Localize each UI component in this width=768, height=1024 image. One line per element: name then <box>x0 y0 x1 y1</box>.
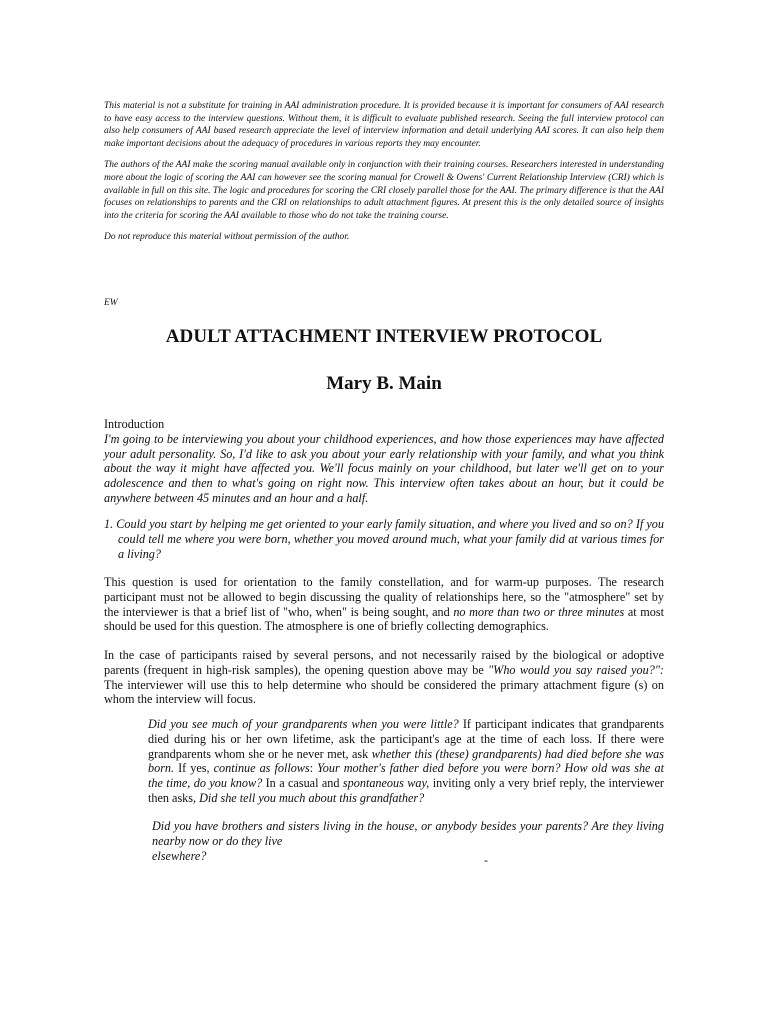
question-1 <box>104 517 664 561</box>
introduction-heading: Introduction <box>104 417 165 431</box>
siblings-question: Did you have brothers and sisters living in the house, or anybody besides your parents? Are they living nearby now or do they live <box>152 819 664 848</box>
caregivers-text-c: The interviewer will use this to help determine who should be considered the primary attachment figure (s) on whom the interview will focus. <box>104 677 664 707</box>
caregivers-text-a: In the case of participants raised by several persons, and not necessarily raised by the biological or adoptive parents (frequent in high-risk samples), the opening question above may be <box>104 648 664 677</box>
orientation-text-a: This question is used for orientation to the family constellation, and for warm-up purposes. The research participant must not be allowed to begin discussing the quality of relationships here, so the "atmosphere" set by the interviewer is that a brief list of "who, when" is being sought, and <box>104 575 664 619</box>
orientation-text-c: at most should be used for this question. The atmosphere is one of briefly collecting demographics. <box>104 604 664 634</box>
grandparents-text-1: If participant indicates that grandparents died during his or her own lifetime, ask the participant's age at the time of each loss. If there were grandparents whom she or he never met, ask <box>148 717 664 761</box>
introduction-section <box>104 417 664 506</box>
grandparents-question-3: Your mother's father died before you were born? How old was she at the time, do you know? <box>148 761 664 791</box>
grandparents-text-6: spontaneous way, <box>342 776 430 791</box>
caregivers-paragraph <box>104 648 664 707</box>
orientation-text-emphasis: no more than two or three minutes <box>453 604 625 619</box>
question-1-text: 1. Could you start by helping me get oriented to your early family situation, and where you lived and so on? If you could tell me where you were born, whether you moved around much, what your family did at various times for a living? <box>104 517 664 561</box>
introduction-text: I'm going to be interviewing you about your childhood experiences, and how those experiences may have affected your adult personality. So, I'd like to ask you about your early relationship with your family, and what you think about the way it might have affected you. We'll focus mainly on your childhood, but later we'll get on to your adolescence and then to what's going on right now. This interview often takes about an hour, but it could be anywhere between 45 minutes and an hour and a half. <box>104 431 664 505</box>
grandparents-text-2: If yes, <box>174 761 214 776</box>
grandparents-text-4: : <box>309 761 318 776</box>
document-author: Mary B. Main <box>326 373 442 394</box>
disclaimer-paragraph-2: The authors of the AAI make the scoring manual available only in conjunction with their training courses. Researchers interested in understanding more about the logic of scoring the AAI can however see the scoring manual for Crowell & Owens' Current Relationship Interview (CRI) which is available in full on this site. The logic and procedures for scoring the CRI closely parallel those for the AAI. The primary difference is that the AAI focuses on relationships to parents and the CRI on relationships to adult attachment figures. At present this is the only detailed source of insights into the criteria for scoring the AAI available to those who do not take the training course. <box>104 160 664 221</box>
signature-initials: EW <box>104 298 118 308</box>
disclaimer-paragraph-3: Do not reproduce this material without permission of the author. <box>104 232 350 243</box>
siblings-question-end: elsewhere? <box>152 848 207 863</box>
grandparents-text-7: inviting only a very brief reply, the interviewer then asks, <box>148 776 664 805</box>
document-title: ADULT ATTACHMENT INTERVIEW PROTOCOL <box>165 326 603 347</box>
grandparents-question: Did you see much of your grandparents when you were little? <box>148 717 459 731</box>
grandparents-question-2: whether this (these) grandparents) had died before she was born. <box>148 746 664 776</box>
disclaimer-paragraph-1: This material is not a substitute for training in AAI administration procedure. It is provided because it is important for consumers of AAI research to have easy access to the interview questions. Without them, it is difficult to evaluate published research. Seeing the full interview protocol can also help consumers of AAI based research appreciate the level of interview information and detail underlying AAI scores. It can also help them make important decisions about the adequacy of procedures in various reports they may encounter. <box>104 101 664 149</box>
grandparents-text-3: continue as follows <box>213 761 310 776</box>
siblings-section <box>152 819 664 863</box>
grandparents-question-4: Did she tell you much about this grandfather? <box>199 790 425 805</box>
grandparents-text-5: In a casual and <box>262 776 343 791</box>
disclaimer <box>104 100 664 253</box>
stray-dash: - <box>484 853 488 867</box>
grandparents-section <box>148 717 664 806</box>
caregivers-question: "Who would you say raised you?": <box>488 662 664 677</box>
orientation-paragraph <box>104 575 664 634</box>
